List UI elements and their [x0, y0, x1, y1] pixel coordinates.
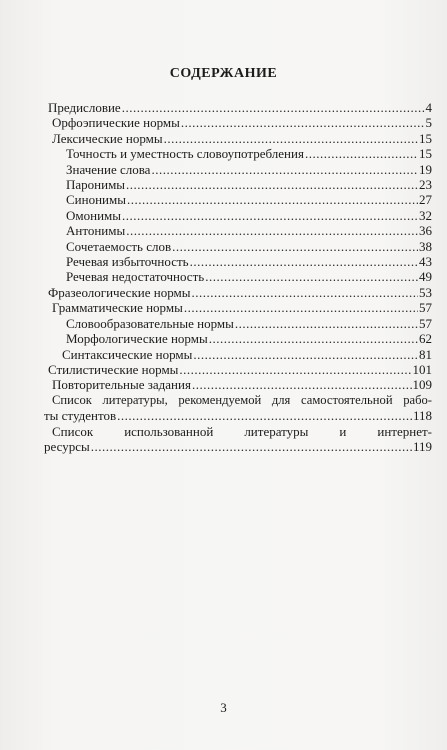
toc-entry-page: 53: [419, 284, 432, 300]
toc-leader: [184, 300, 418, 315]
toc-leader: [209, 331, 418, 346]
toc-entry-page: 118: [412, 408, 432, 424]
toc-leader: [117, 408, 412, 423]
toc-leader: [179, 362, 411, 377]
toc-leader: [126, 177, 418, 192]
toc-entry-label: Синонимы: [66, 192, 126, 208]
toc-entry-label: Лексические нормы: [52, 130, 163, 146]
toc-entry: [44, 192, 432, 207]
toc-entry: [44, 239, 432, 254]
toc-entry-page: 57: [419, 315, 432, 331]
toc-entry: [44, 115, 432, 130]
toc-entry-page: 81: [419, 346, 432, 362]
toc-entry-page: 19: [419, 161, 432, 177]
toc-leader: [235, 316, 418, 331]
page-number: 3: [220, 700, 227, 715]
toc-entry: [44, 146, 432, 161]
toc-leader: [305, 146, 418, 161]
toc-entry-page: 36: [419, 223, 432, 239]
toc-entry-label: Словообразовательные нормы: [66, 315, 234, 331]
toc-entry-label: Значение слова: [66, 161, 151, 177]
toc-entry-page: 15: [419, 146, 432, 162]
toc-entry: [44, 177, 432, 192]
toc-entry-page: 101: [412, 361, 432, 377]
toc-entry-page: 49: [419, 269, 432, 285]
toc-leader: [122, 100, 425, 115]
toc-leader: [122, 208, 418, 223]
toc-leader: [126, 223, 418, 238]
toc-entry-label: Речевая недостаточность: [66, 269, 205, 285]
toc-entry-label-line2: ты студентов: [44, 408, 117, 424]
toc-entry: [44, 285, 432, 300]
toc-entry-page: 4: [425, 100, 432, 115]
toc-leader: [190, 254, 418, 269]
toc-entry-page: 32: [419, 207, 432, 223]
toc-entry-page: 57: [419, 300, 432, 316]
toc-entry-page: 43: [419, 254, 432, 270]
toc-entry: [44, 269, 432, 284]
toc-entry-label: Антонимы: [66, 223, 126, 239]
toc-leader: [181, 115, 425, 130]
toc-entry-page: 38: [419, 238, 432, 254]
toc-entry-label: Стилистические нормы: [48, 361, 179, 377]
toc-entry-label-line2: ресурсы: [44, 438, 90, 454]
toc-leader: [193, 347, 418, 362]
toc-entry: [44, 254, 432, 269]
toc-entry-page: 27: [419, 192, 432, 208]
toc-entry-label: Морфологические нормы: [66, 331, 208, 347]
toc-leader: [91, 439, 412, 454]
toc-leader: [151, 162, 418, 177]
toc-entry-label: Фразеологические нормы: [48, 284, 191, 300]
toc-entry: [44, 362, 432, 377]
toc-title: СОДЕРЖАНИЕ: [169, 66, 278, 81]
toc-leader: [172, 239, 418, 254]
toc-entry-page: 23: [419, 177, 432, 193]
toc-entry-page: 15: [419, 130, 432, 146]
toc-entry: [44, 377, 432, 392]
toc-entry-label: Грамматические нормы: [52, 300, 183, 316]
toc-entry-label: Синтаксические нормы: [62, 346, 193, 362]
toc-entry-label: Орфоэпические нормы: [52, 115, 180, 131]
toc-entry: [44, 300, 432, 315]
toc-entry: [44, 100, 432, 115]
toc-entry: [44, 331, 432, 346]
toc-entry-continuation: [44, 439, 432, 454]
toc-entry-page: 5: [425, 115, 432, 131]
toc-entry: [44, 223, 432, 238]
toc-entry-label: Сочетаемость слов: [66, 238, 172, 254]
toc-leader: [191, 285, 418, 300]
toc-entry-page: 62: [419, 331, 432, 347]
toc-entry-label: Речевая избыточность: [66, 254, 189, 270]
toc-entry-continuation: [44, 408, 432, 423]
toc-entry: [44, 393, 432, 424]
toc-leader: [192, 377, 412, 392]
toc-entry-label: Омонимы: [66, 207, 121, 223]
toc-entry-label: Точность и уместность словоупотребления: [66, 146, 304, 162]
toc-entry-label: Предисловие: [48, 100, 121, 115]
toc-entry-label-line1: Список литературы, рекомендуемой для самостоятельной рабо-: [52, 392, 432, 407]
toc-entry: [44, 162, 432, 177]
toc-entry-page: 119: [412, 438, 432, 454]
toc-entry-label: Паронимы: [66, 177, 126, 193]
toc-entry: [44, 424, 432, 455]
toc-leader: [205, 269, 418, 284]
toc-entry-label-line1: Список использованной литературы и интернет-: [52, 423, 432, 439]
toc-leader: [127, 192, 418, 207]
toc-entry: [44, 208, 432, 223]
toc-entry: [44, 131, 432, 146]
table-of-contents: [44, 100, 432, 454]
toc-entry-page: 109: [412, 377, 432, 393]
toc-entry: [44, 316, 432, 331]
toc-leader: [164, 131, 418, 146]
toc-entry-label: Повторительные задания: [52, 377, 191, 393]
toc-entry: [44, 347, 432, 362]
